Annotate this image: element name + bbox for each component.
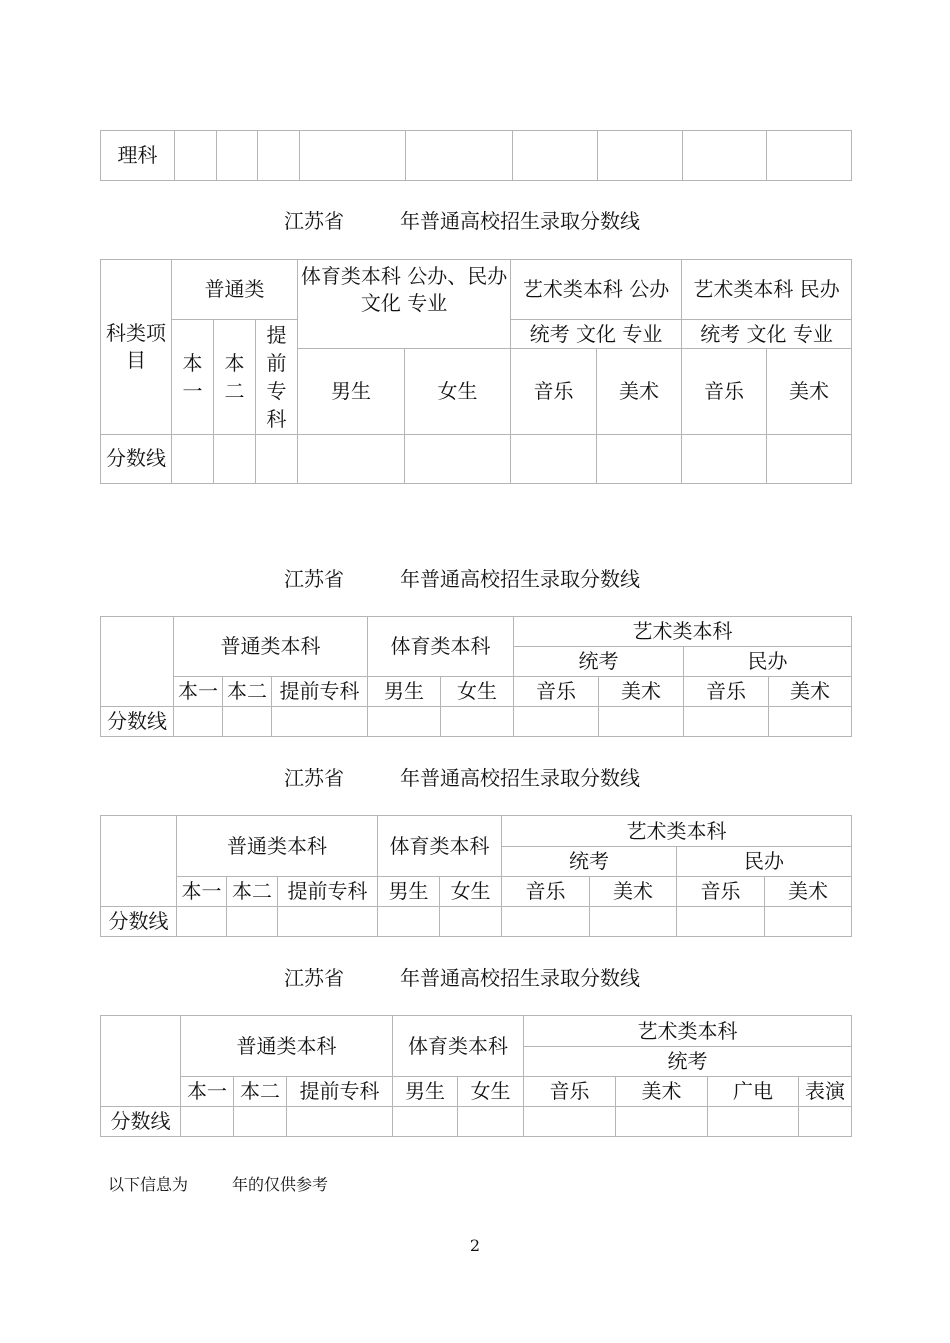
header-music: 音乐 bbox=[682, 349, 767, 434]
score-cell bbox=[598, 131, 683, 181]
score-cell bbox=[682, 434, 767, 483]
score-cell bbox=[683, 131, 767, 181]
title-text: 年普通高校招生录取分数线 bbox=[400, 766, 640, 790]
header-art-public: 艺术类本科 公办 bbox=[511, 260, 682, 320]
header-ben1: 本一 bbox=[174, 677, 223, 707]
score-table-1 bbox=[100, 259, 852, 484]
corner-header bbox=[101, 816, 177, 907]
score-cell bbox=[767, 131, 852, 181]
score-cell bbox=[677, 907, 765, 937]
score-cell bbox=[441, 707, 514, 737]
header-sports: 体育类本科 bbox=[378, 816, 502, 877]
title-text: 年普通高校招生录取分数线 bbox=[400, 966, 640, 990]
header-male: 男生 bbox=[378, 877, 440, 907]
header-music: 音乐 bbox=[511, 349, 597, 434]
corner-header bbox=[101, 260, 172, 435]
header-music: 音乐 bbox=[514, 677, 599, 707]
header-male: 男生 bbox=[368, 677, 441, 707]
score-table-3 bbox=[100, 815, 852, 937]
score-cell bbox=[278, 907, 378, 937]
header-male: 男生 bbox=[298, 349, 405, 434]
section-title bbox=[284, 563, 640, 592]
score-cell bbox=[590, 907, 677, 937]
header-art-private-sub: 统考 文化 专业 bbox=[682, 320, 852, 349]
header-art: 艺术类本科 bbox=[514, 617, 852, 647]
title-province: 江苏省 bbox=[284, 766, 344, 790]
score-cell bbox=[174, 707, 223, 737]
score-cell bbox=[172, 434, 214, 483]
header-fineart: 美术 bbox=[769, 677, 852, 707]
header-general: 普通类本科 bbox=[177, 816, 378, 877]
header-perform: 表演 bbox=[799, 1077, 852, 1107]
header-ben2: 本二 bbox=[234, 1077, 287, 1107]
score-cell bbox=[258, 131, 300, 181]
score-table-2 bbox=[100, 616, 852, 737]
header-art: 艺术类本科 bbox=[524, 1016, 852, 1047]
score-cell bbox=[256, 434, 298, 483]
ben2-text: 本二 bbox=[224, 351, 245, 404]
header-tongkao: 统考 bbox=[514, 647, 684, 677]
score-cell bbox=[684, 707, 769, 737]
header-ben2: 本二 bbox=[227, 877, 278, 907]
corner-text: 科类项目 bbox=[106, 320, 166, 372]
header-art-private: 艺术类本科 民办 bbox=[682, 260, 852, 320]
score-cell bbox=[181, 1107, 234, 1137]
score-cell bbox=[405, 434, 511, 483]
header-general: 普通类本科 bbox=[174, 617, 368, 677]
header-tiqian bbox=[256, 320, 298, 435]
score-cell bbox=[214, 434, 256, 483]
title-text: 年普通高校招生录取分数线 bbox=[400, 209, 640, 233]
page-number: 2 bbox=[469, 1236, 481, 1255]
header-minban: 民办 bbox=[677, 847, 852, 877]
header-tongkao: 统考 bbox=[502, 847, 677, 877]
score-cell bbox=[177, 907, 227, 937]
sports-subtitle: 文化 专业 bbox=[360, 291, 448, 315]
header-tongkao: 统考 bbox=[524, 1047, 852, 1077]
header-minban: 民办 bbox=[684, 647, 852, 677]
header-fineart: 美术 bbox=[616, 1077, 708, 1107]
score-cell bbox=[597, 434, 682, 483]
score-cell bbox=[513, 131, 598, 181]
note-text-right: 年的仅供参考 bbox=[232, 1175, 329, 1194]
header-sports bbox=[298, 260, 511, 349]
science-row-table bbox=[100, 130, 852, 181]
score-cell bbox=[769, 707, 852, 737]
header-art-public-sub: 统考 文化 专业 bbox=[511, 320, 682, 349]
row-label-science: 理科 bbox=[101, 131, 175, 181]
header-ben2 bbox=[214, 320, 256, 435]
row-label-score: 分数线 bbox=[101, 707, 174, 737]
title-text: 年普通高校招生录取分数线 bbox=[400, 567, 640, 591]
corner-header bbox=[101, 1016, 181, 1107]
score-cell bbox=[406, 131, 513, 181]
score-cell bbox=[300, 131, 406, 181]
header-music: 音乐 bbox=[677, 877, 765, 907]
section-title bbox=[284, 762, 640, 791]
score-cell bbox=[599, 707, 684, 737]
sports-title: 体育类本科 公办、民办 bbox=[300, 264, 508, 288]
score-cell bbox=[502, 907, 590, 937]
header-fineart: 美术 bbox=[599, 677, 684, 707]
header-art: 艺术类本科 bbox=[502, 816, 852, 847]
note-text-left: 以下信息为 bbox=[108, 1175, 189, 1194]
header-female: 女生 bbox=[441, 677, 514, 707]
score-cell bbox=[458, 1107, 524, 1137]
score-cell bbox=[175, 131, 217, 181]
header-female: 女生 bbox=[440, 877, 502, 907]
score-cell bbox=[234, 1107, 287, 1137]
score-cell bbox=[799, 1107, 852, 1137]
row-label-score: 分数线 bbox=[101, 1107, 181, 1137]
header-tiqian: 提前专科 bbox=[278, 877, 378, 907]
score-cell bbox=[378, 907, 440, 937]
score-cell bbox=[440, 907, 502, 937]
header-music: 音乐 bbox=[502, 877, 590, 907]
header-fineart: 美术 bbox=[767, 349, 852, 434]
score-cell bbox=[287, 1107, 393, 1137]
header-female: 女生 bbox=[458, 1077, 524, 1107]
score-table-4 bbox=[100, 1015, 852, 1137]
header-ben2: 本二 bbox=[223, 677, 272, 707]
header-broadcast: 广电 bbox=[708, 1077, 799, 1107]
score-cell bbox=[227, 907, 278, 937]
score-cell bbox=[272, 707, 368, 737]
score-cell bbox=[217, 131, 258, 181]
score-cell bbox=[765, 907, 852, 937]
title-province: 江苏省 bbox=[284, 966, 344, 990]
score-cell bbox=[393, 1107, 458, 1137]
header-general: 普通类 bbox=[172, 260, 298, 320]
score-cell bbox=[514, 707, 599, 737]
score-cell bbox=[368, 707, 441, 737]
score-cell bbox=[616, 1107, 708, 1137]
header-fineart: 美术 bbox=[597, 349, 682, 434]
header-tiqian: 提前专科 bbox=[287, 1077, 393, 1107]
score-cell bbox=[511, 434, 597, 483]
tiqian-text: 提前专科 bbox=[266, 323, 287, 432]
reference-note bbox=[108, 1172, 328, 1195]
title-province: 江苏省 bbox=[284, 567, 344, 591]
header-music: 音乐 bbox=[524, 1077, 616, 1107]
score-cell bbox=[298, 434, 405, 483]
score-cell bbox=[767, 434, 852, 483]
header-tiqian: 提前专科 bbox=[272, 677, 368, 707]
header-ben1: 本一 bbox=[181, 1077, 234, 1107]
corner-header bbox=[101, 617, 174, 707]
score-cell bbox=[223, 707, 272, 737]
score-cell bbox=[708, 1107, 799, 1137]
header-sports: 体育类本科 bbox=[393, 1016, 524, 1077]
row-label-score: 分数线 bbox=[101, 907, 177, 937]
header-ben1: 本一 bbox=[177, 877, 227, 907]
section-title bbox=[284, 962, 640, 991]
header-music: 音乐 bbox=[684, 677, 769, 707]
row-label-score: 分数线 bbox=[101, 434, 172, 483]
header-fineart: 美术 bbox=[765, 877, 852, 907]
header-general: 普通类本科 bbox=[181, 1016, 393, 1077]
ben1-text: 本一 bbox=[182, 351, 203, 404]
header-female: 女生 bbox=[405, 349, 511, 434]
score-cell bbox=[524, 1107, 616, 1137]
section-title bbox=[284, 205, 640, 234]
header-male: 男生 bbox=[393, 1077, 458, 1107]
title-province: 江苏省 bbox=[284, 209, 344, 233]
header-sports: 体育类本科 bbox=[368, 617, 514, 677]
header-ben1 bbox=[172, 320, 214, 435]
header-fineart: 美术 bbox=[590, 877, 677, 907]
